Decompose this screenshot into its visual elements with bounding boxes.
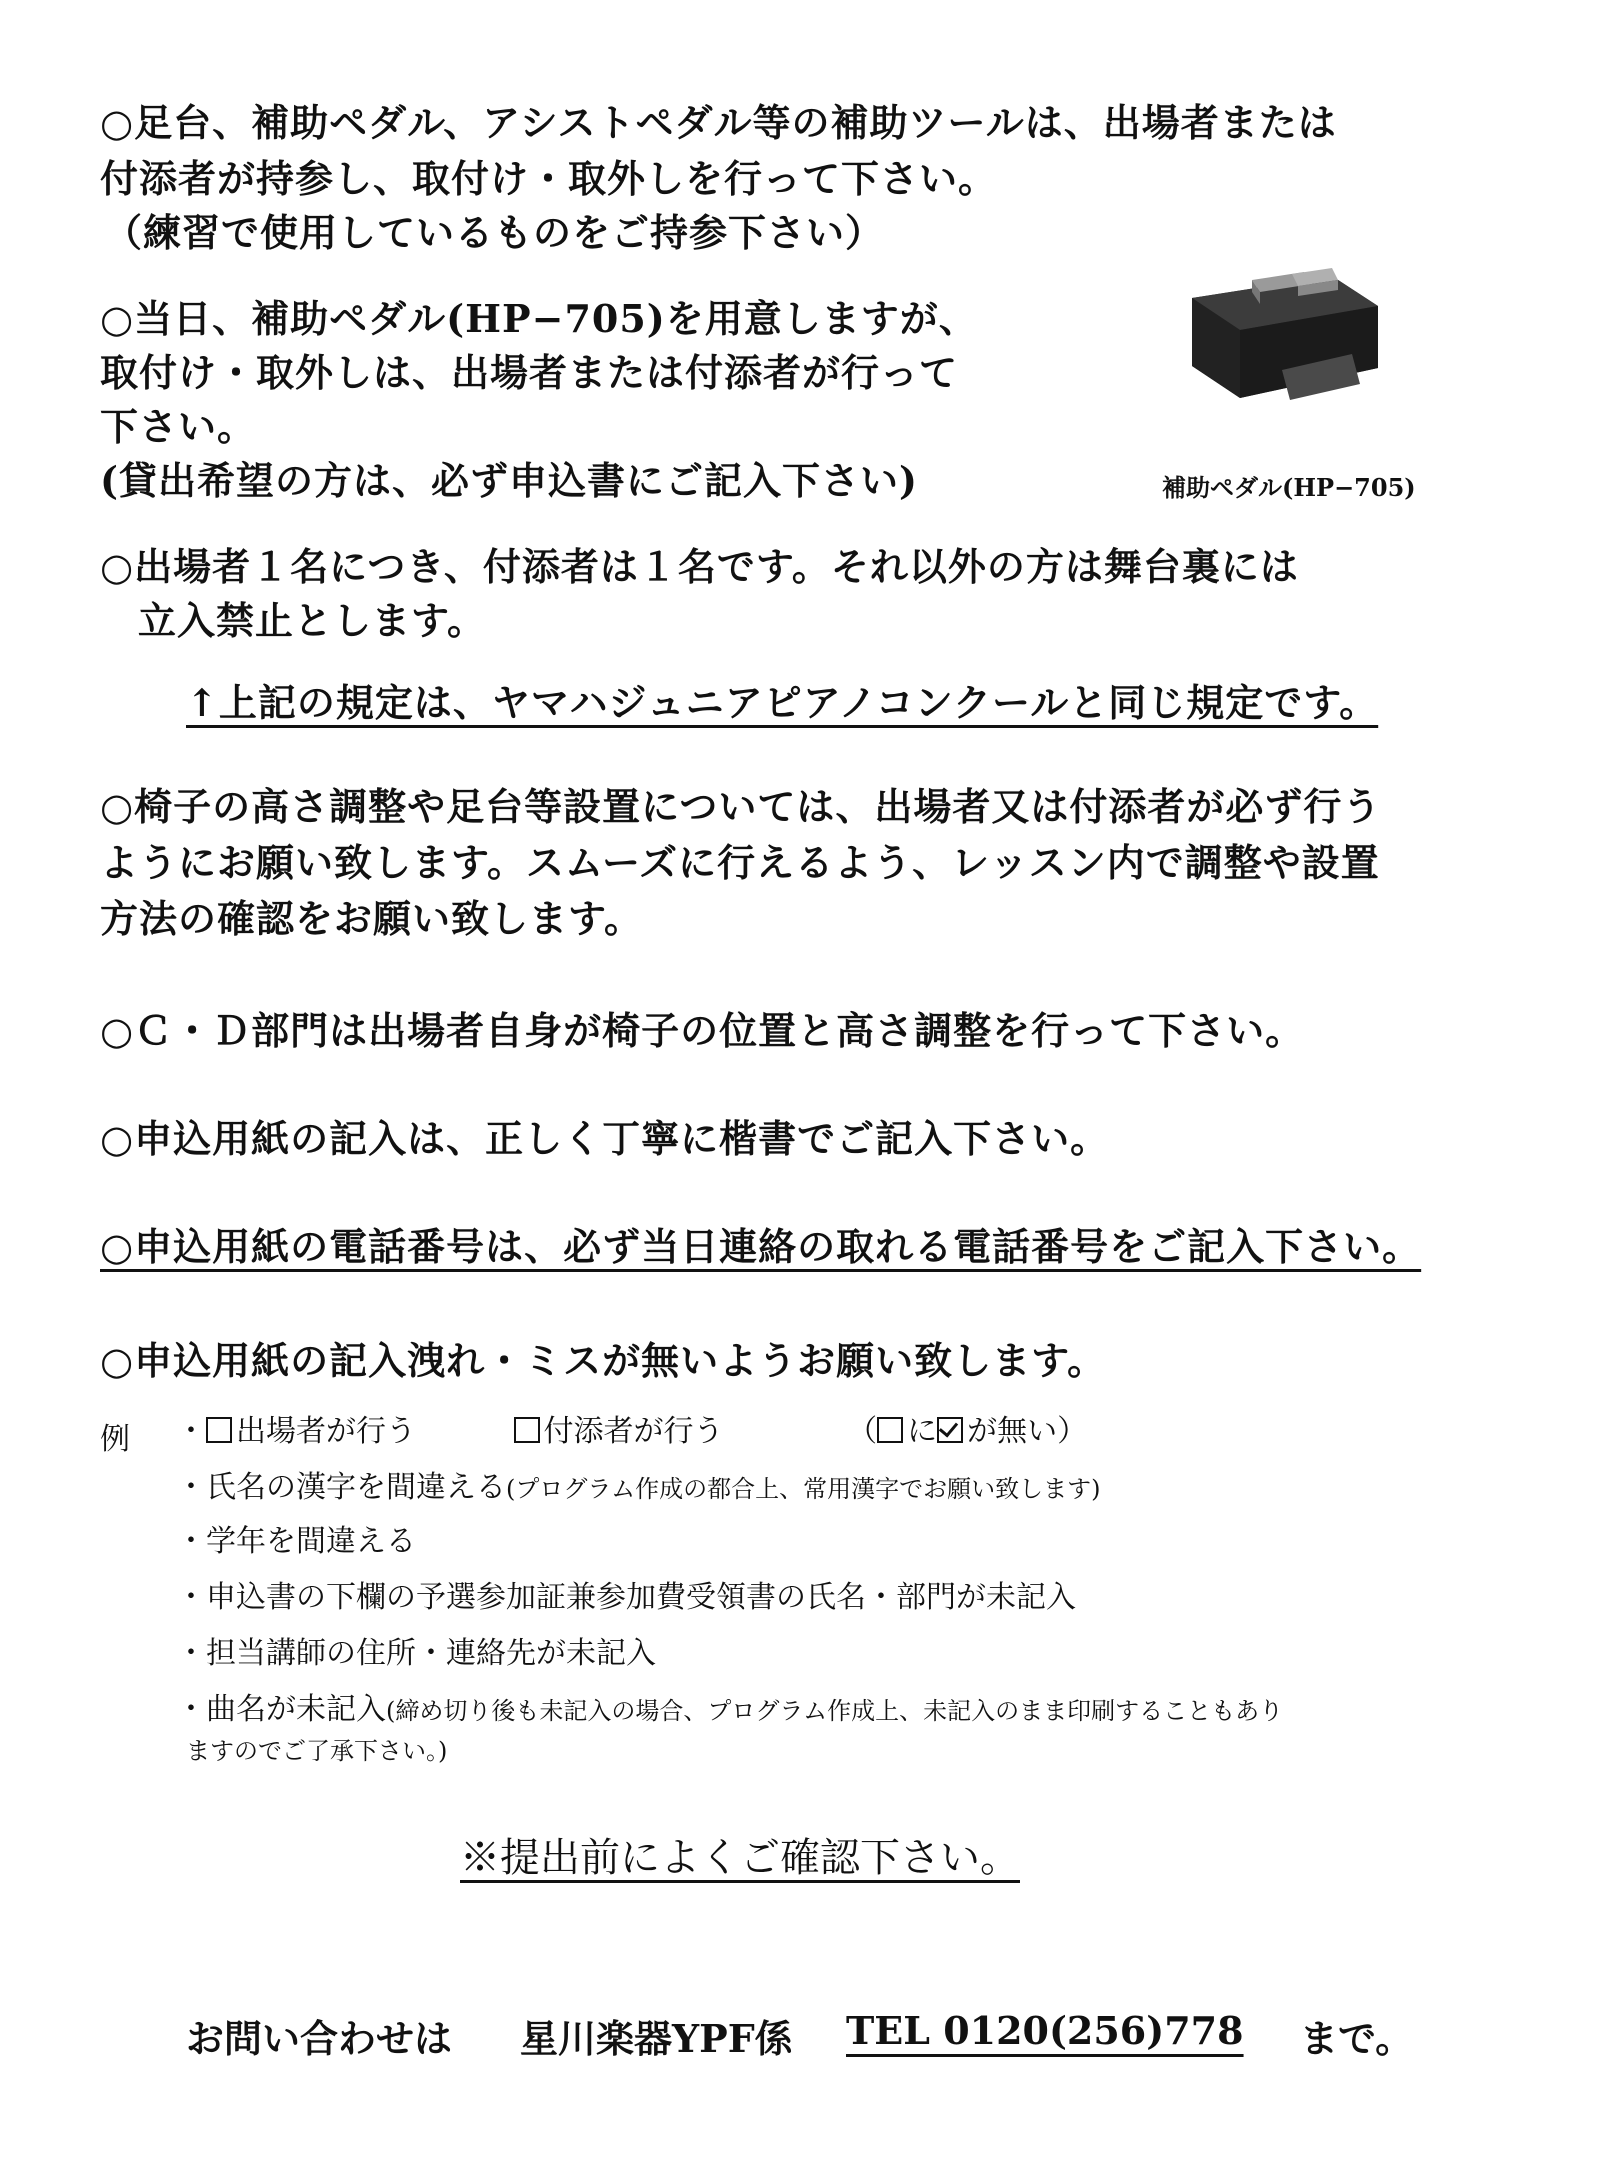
rule-1-line-2: 付添者が持参し、取付け・取外しを行って下さい。: [100, 156, 998, 201]
rule-4-line-1: ○椅子の高さ調整や足台等設置については、出場者又は付添者が必ず行う: [100, 784, 1382, 829]
submit-reminder: ※提出前によくご確認下さい。: [460, 1835, 1020, 1881]
checkbox-icon: [877, 1417, 903, 1443]
example-label: 例: [100, 1422, 130, 1457]
example-item-4: ・申込書の下欄の予選参加証兼参加費受領書の氏名・部門が未記入: [176, 1580, 1076, 1615]
rule-7-phone-number: ○申込用紙の電話番号は、必ず当日連絡の取れる電話番号をご記入下さい。: [100, 1224, 1422, 1269]
assist-pedal-image: [1182, 258, 1384, 416]
rule-6: ○申込用紙の記入は、正しく丁寧に楷書でご記入下さい。: [100, 1116, 1110, 1161]
rule-2-line-1: ○当日、補助ペダル(HP−705)を用意しますが、: [100, 296, 978, 341]
contact-tail: まで。: [1300, 2016, 1414, 2061]
example-item-3: ・学年を間違える: [176, 1524, 416, 1559]
rule-1-line-1: ○足台、補助ペダル、アシストペダル等の補助ツールは、出場者または: [100, 100, 1337, 145]
rule-2-line-2: 取付け・取外しは、出場者または付添者が行って: [100, 350, 959, 395]
example-item-6: ・曲名が未記入(締め切り後も未記入の場合、プログラム作成上、未記入のまま印刷することもあり: [176, 1692, 1284, 1727]
rule-4-line-3: 方法の確認をお願い致します。: [100, 896, 643, 941]
yamaha-rule-note: ↑上記の規定は、ヤマハジュニアピアノコンクールと同じ規定です。: [186, 680, 1379, 725]
contact-lead: お問い合わせは: [186, 2016, 453, 2061]
rule-1-line-3: （練習で使用しているものをご持参下さい）: [104, 210, 885, 255]
checkbox-icon: [514, 1417, 540, 1443]
rule-8: ○申込用紙の記入洩れ・ミスが無いようお願い致します。: [100, 1338, 1107, 1383]
checked-checkbox-icon: [937, 1417, 963, 1443]
contact-phone: TEL 0120(256)778: [846, 2008, 1244, 2053]
example-item-6-note-cont: ますのでご了承下さい。): [186, 1737, 448, 1765]
contact-company: 星川楽器YPF係: [520, 2016, 793, 2061]
pedal-caption: 補助ペダル(HP−705): [1162, 473, 1416, 502]
example-item-2: ・氏名の漢字を間違える(プログラム作成の都合上、常用漢字でお願い致します): [176, 1470, 1101, 1505]
rule-4-line-2: ようにお願い致します。スムーズに行えるよう、レッスン内で調整や設置: [100, 840, 1380, 885]
rule-2-line-3: 下さい。: [100, 404, 257, 449]
example-item-5: ・担当講師の住所・連絡先が未記入: [176, 1636, 656, 1671]
rule-3-line-1: ○出場者１名につき、付添者は１名です。それ以外の方は舞台裏には: [100, 544, 1299, 589]
rule-2-line-4: (貸出希望の方は、必ず申込書にご記入下さい): [100, 458, 918, 503]
example-item-1: ・ 出場者が行う 付添者が行う （ に が無い）: [176, 1414, 1088, 1449]
checkbox-icon: [206, 1417, 232, 1443]
rule-3-line-2: 立入禁止とします。: [138, 598, 486, 643]
rule-5: ○Ｃ・Ｄ部門は出場者自身が椅子の位置と高さ調整を行って下さい。: [100, 1008, 1305, 1053]
